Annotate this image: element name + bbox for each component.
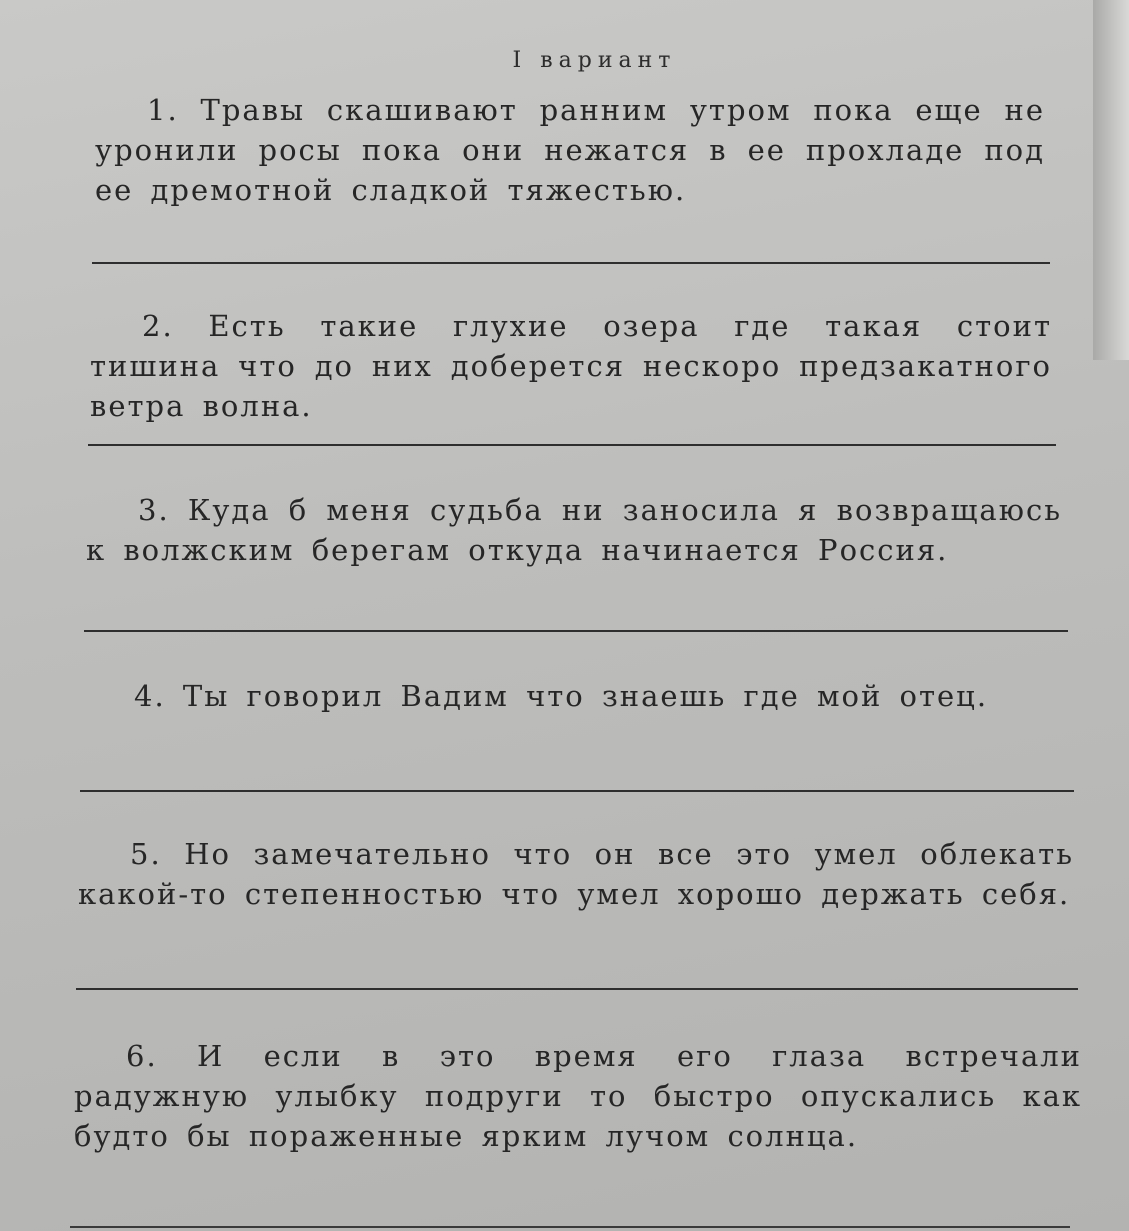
answer-line-5[interactable] — [76, 988, 1078, 990]
answer-line-4[interactable] — [80, 790, 1074, 792]
exercise-item-6 — [74, 1036, 1082, 1156]
exercise-text: 1. Травы скашивают ранним утром пока еще не уронили росы пока они нежатся в ее прохладе под ее дремотной сладкой тяжестью. — [95, 93, 1045, 207]
exercise-item-5 — [78, 834, 1074, 914]
exercise-item-2 — [90, 306, 1052, 426]
exercise-item-1 — [95, 90, 1045, 210]
answer-line-1[interactable] — [92, 262, 1050, 264]
exercise-text: 4. Ты говорил Вадим что знаешь где мой отец. — [134, 679, 989, 713]
answer-line-3[interactable] — [84, 630, 1068, 632]
exercise-text: 5. Но замечательно что он все это умел облекать какой-то степенностью что умел хорошо держать себя. — [78, 837, 1074, 911]
exercise-text: 2. Есть такие глухие озера где такая стоит тишина что до них доберется нескоро предзакатного ветра волна. — [90, 309, 1052, 423]
exercise-item-4 — [82, 676, 1072, 716]
answer-line-2[interactable] — [88, 444, 1056, 446]
exercise-item-3 — [86, 490, 1062, 570]
answer-line-6[interactable] — [70, 1226, 1070, 1228]
variant-title: I вариант — [512, 48, 677, 73]
exercise-text: 6. И если в это время его глаза встречали радужную улыбку подруги то быстро опускались как будто бы пораженные ярким лучом солнца. — [74, 1039, 1082, 1153]
exercise-text: 3. Куда б меня судьба ни заносила я возвращаюсь к волжским берегам откуда начинается Россия. — [86, 493, 1062, 567]
